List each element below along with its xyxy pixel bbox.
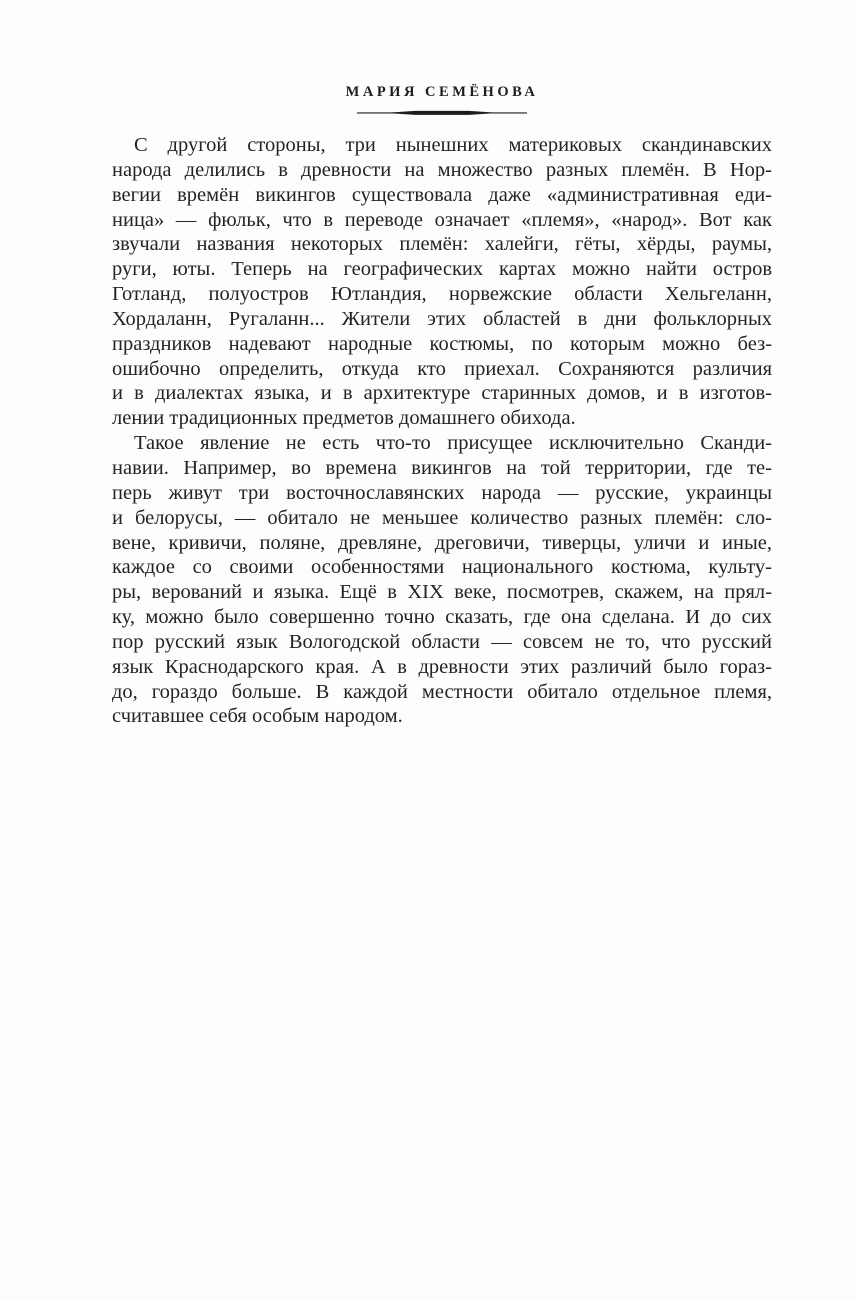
text-line: пор русский язык Вологодской области — совсем не то, что русский (112, 630, 772, 653)
text-line: ку, можно было совершенно точно сказать, где она сделана. И до сих (112, 606, 772, 629)
text-line: и в диалектах языка, и в архитектуре старинных домов, и в изготов- (112, 382, 772, 405)
text-line: Хордаланн, Ругаланн... Жители этих областей в дни фольклорных (112, 307, 772, 330)
text-line: каждое со своими особенностями национального костюма, культу- (112, 556, 772, 579)
text-line: народа делились в древности на множество разных племён. В Нор- (112, 158, 772, 181)
paragraph (112, 431, 772, 729)
text-line: вене, кривичи, поляне, древляне, дреговичи, тиверцы, уличи и иные, (112, 531, 772, 554)
text-line: перь живут три восточнославянских народа — русские, украинцы (112, 481, 772, 504)
text-line: лении традиционных предметов домашнего обихода. (112, 407, 576, 430)
text-line: С другой стороны, три нынешних материковых скандинавских (134, 134, 772, 156)
text-line: ошибочно определить, откуда кто приехал. Сохраняются различия (112, 357, 772, 380)
text-line: до, гораздо больше. В каждой местности обитало отдельное племя, (112, 680, 772, 703)
text-line: вегии времён викингов существовала даже «административная еди- (112, 183, 772, 206)
text-line: ница» — фюльк, что в переводе означает «племя», «народ». Вот как (112, 208, 772, 231)
text-line: звучали названия некоторых племён: халейги, гёты, хёрды, раумы, (112, 233, 772, 256)
text-line: считавшее себя особым народом. (112, 705, 403, 728)
paragraph (112, 133, 772, 431)
text-line: навии. Например, во времена викингов на той территории, где те- (112, 456, 772, 479)
divider-wrap (112, 109, 772, 117)
text-line: ры, верований и языка. Ещё в XIX веке, посмотрев, скажем, на прял- (112, 581, 772, 604)
text-line: Такое явление не есть что-то присущее исключительно Сканди- (134, 432, 772, 455)
text-line: праздников надевают народные костюмы, по которым можно без- (112, 332, 772, 355)
swelled-rule-divider (357, 109, 527, 117)
running-header-author: МАРИЯ СЕМЁНОВА (345, 84, 539, 100)
body-text (112, 133, 772, 729)
text-line: руги, юты. Теперь на географических картах можно найти остров (112, 258, 772, 281)
text-line: и белорусы, — обитало не меньшее количество разных племён: сло- (112, 506, 772, 529)
text-line: язык Краснодарского края. А в древности этих различий было гораз- (112, 655, 772, 678)
text-line: Готланд, полуостров Ютландия, норвежские области Хельгеланн, (112, 283, 772, 306)
